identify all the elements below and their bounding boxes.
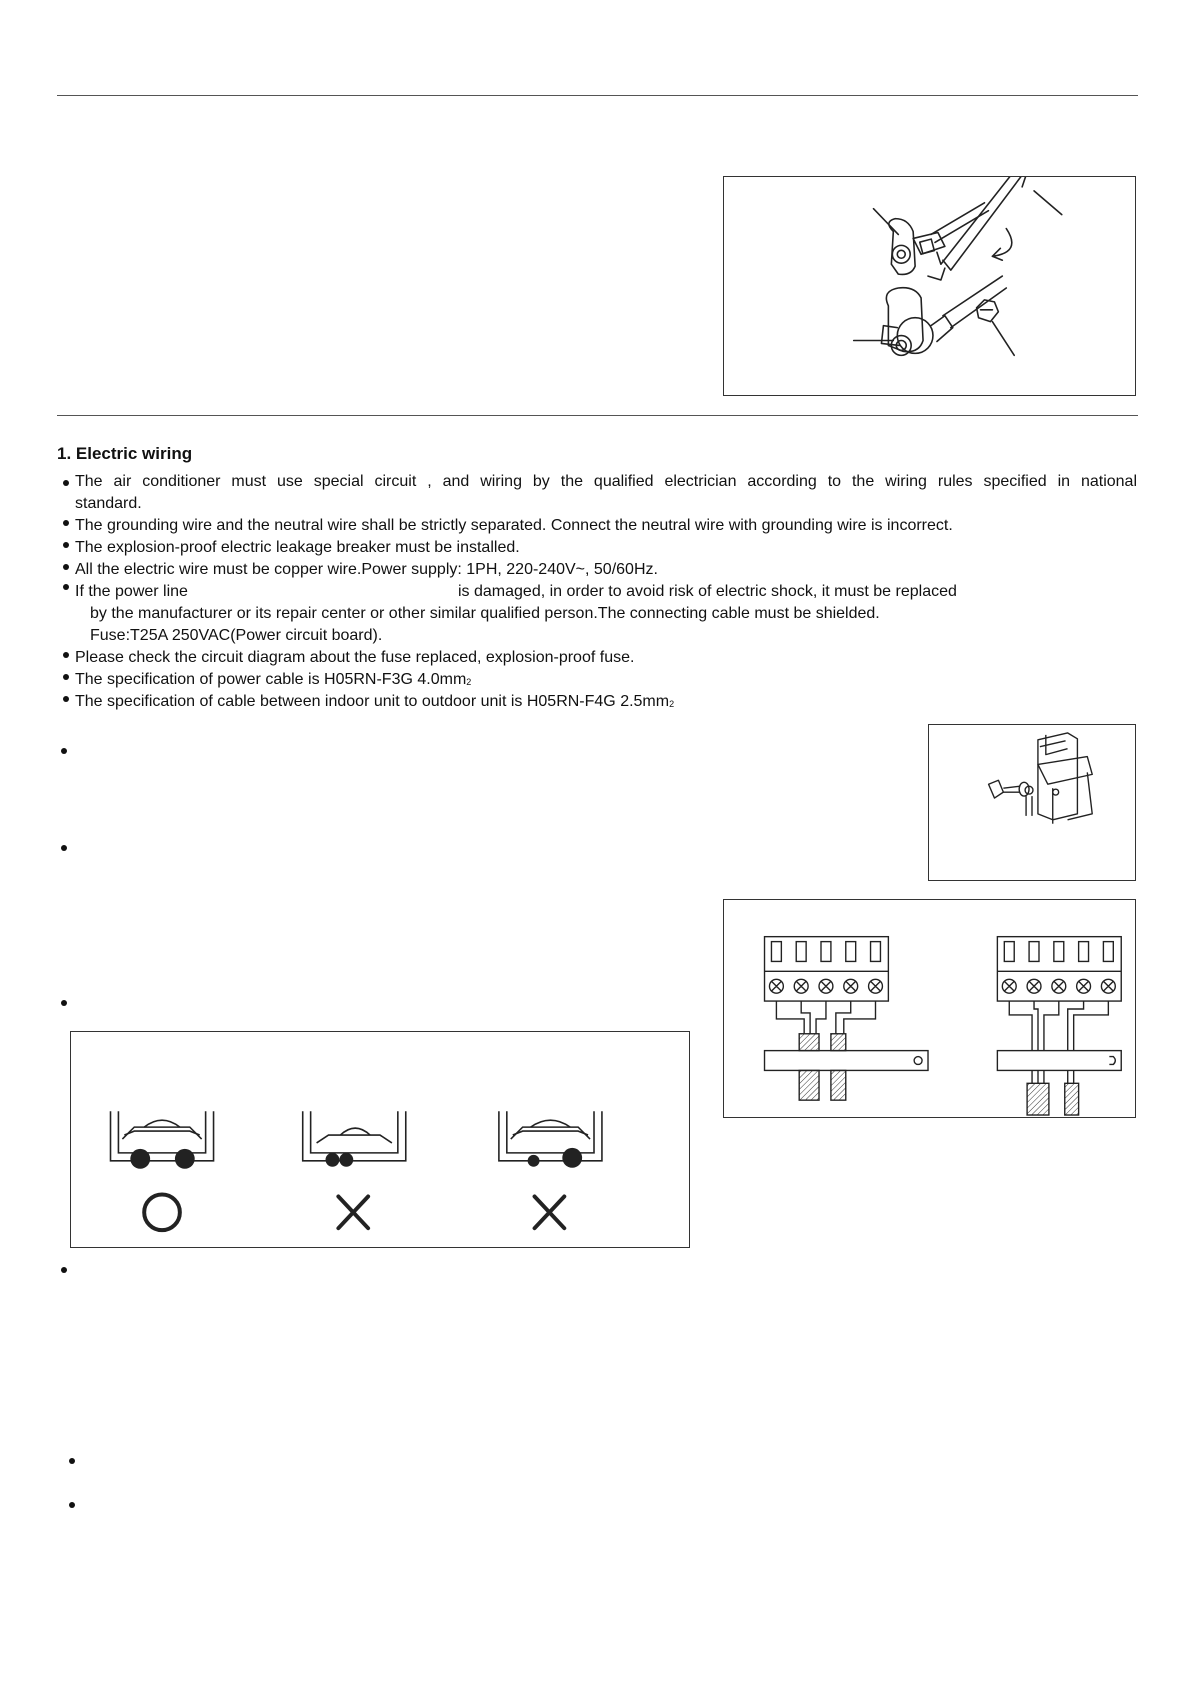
top-rule [57,95,1138,96]
bullet [63,520,69,526]
empty-bullet [69,1502,75,1508]
empty-bullet [61,1000,67,1006]
bullet [63,480,69,486]
requirement-grounding: The grounding wire and the neutral wire shall be strictly separated. Connect the neutral wire with grounding wire is incorrect. [75,517,953,534]
requirement-damaged-part2: is damaged, in order to avoid risk of electric shock, it must be replaced [458,583,957,600]
bullet [63,674,69,680]
cable-clamp-drawing [71,1032,689,1247]
empty-bullet [61,845,67,851]
requirement-breaker: The explosion-proof electric leakage breaker must be installed. [75,539,520,556]
bullet [63,542,69,548]
bullet [63,584,69,590]
terminal-block-drawing [724,900,1135,1117]
empty-bullet [61,1267,67,1273]
requirement-power-cable-text: The specification of power cable is H05RN-F3G 4.0mm [75,671,467,688]
requirement-special-circuit-line2: standard. [75,495,142,512]
terminal-block-figure [723,899,1136,1118]
ground-screw-drawing [929,725,1135,880]
requirement-damaged-line3: Fuse:T25A 250VAC(Power circuit board). [90,627,383,644]
ground-screw-figure [928,724,1136,881]
wrong-mark-icon [535,1196,565,1228]
requirement-special-circuit-line1: The air conditioner must use special circuit , and wiring by the qualified electrician according to the wiring rules specified in national [75,473,1137,490]
section-rule [57,415,1138,416]
valve-hex-key-drawing [724,177,1135,395]
requirement-copper: All the electric wire must be copper wire.Power supply: 1PH, 220-240V~, 50/60Hz. [75,561,658,578]
cable-clamp-figure [70,1031,690,1248]
requirement-indoor-cable-text: The specification of cable between indoor unit to outdoor unit is H05RN-F4G 2.5mm [75,693,670,710]
requirement-fuse: Please check the circuit diagram about the fuse replaced, explosion-proof fuse. [75,649,635,666]
requirement-damaged-part1: If the power line [75,583,188,600]
empty-bullet [61,748,67,754]
superscript: 2 [466,677,472,687]
section-title: 1. Electric wiring [57,444,193,463]
requirement-power-cable [75,670,471,690]
wrong-mark-icon [338,1196,368,1228]
superscript: 2 [669,699,675,709]
bullet [63,652,69,658]
empty-bullet [69,1458,75,1464]
valve-hex-key-figure [723,176,1136,396]
requirement-indoor-cable [75,692,674,712]
correct-mark-icon [144,1194,180,1230]
requirement-damaged-line2: by the manufacturer or its repair center or other similar qualified person.The connecting cable must be shielded. [90,605,880,622]
bullet [63,564,69,570]
bullet [63,696,69,702]
